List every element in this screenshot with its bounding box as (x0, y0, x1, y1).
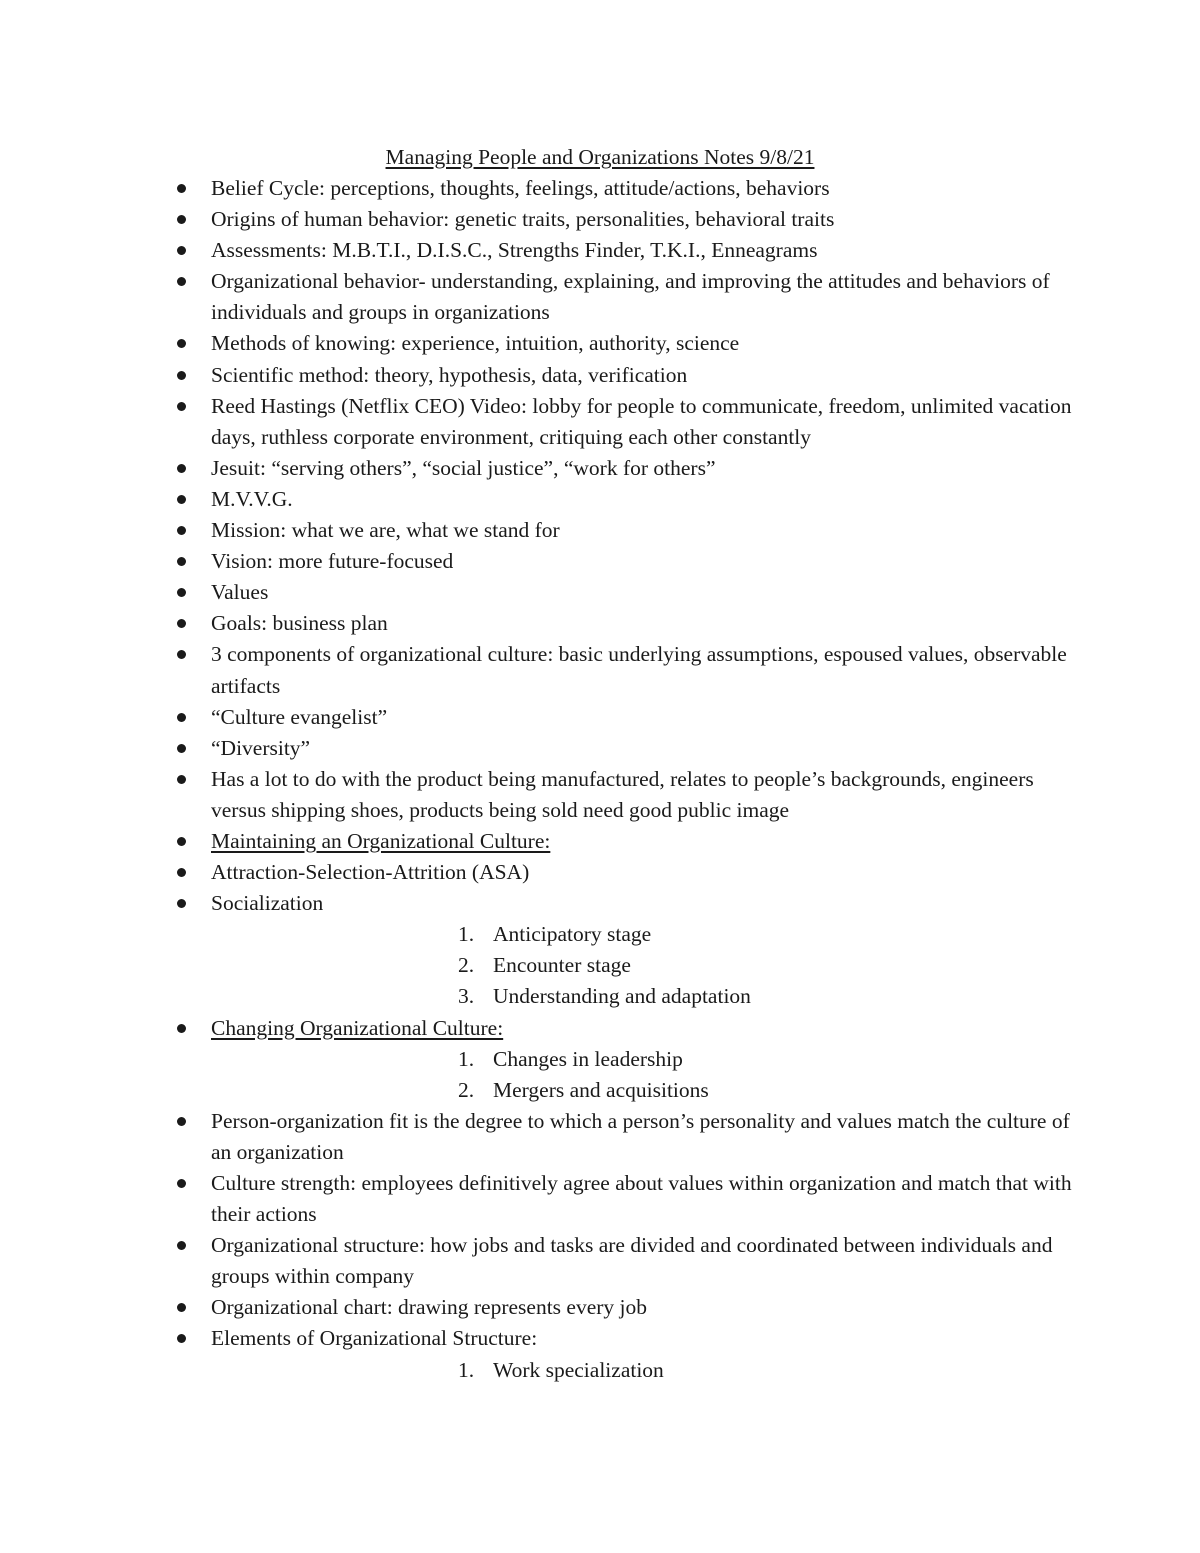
bullet-icon (177, 184, 186, 193)
bullet-icon (177, 619, 186, 628)
bullet-icon (177, 246, 186, 255)
bullet-icon (177, 339, 186, 348)
bullet-icon (177, 713, 186, 722)
bullet-icon (177, 277, 186, 286)
sublist-text: Mergers and acquisitions (493, 1077, 709, 1102)
note-item (0, 360, 1200, 391)
note-text: Person-organization fit is the degree to which a person’s personality and values match the culture of an organization (211, 1108, 1070, 1164)
bullet-icon (177, 1334, 186, 1343)
note-item (0, 764, 1200, 826)
note-text: Elements of Organizational Structure: (211, 1326, 538, 1351)
numbered-sublist (211, 1044, 1080, 1106)
bullet-icon (177, 1179, 186, 1188)
note-text: Values (211, 580, 269, 605)
bullet-icon (177, 744, 186, 753)
note-item (0, 204, 1200, 235)
note-item (0, 515, 1200, 546)
note-item (0, 266, 1200, 328)
note-item (0, 639, 1200, 701)
bullet-icon (177, 775, 186, 784)
sublist-text: Encounter stage (493, 953, 631, 978)
note-text: Methods of knowing: experience, intuition, authority, science (211, 331, 740, 356)
note-text: M.V.V.G. (211, 486, 293, 511)
note-text: Assessments: M.B.T.I., D.I.S.C., Strengths Finder, T.K.I., Enneagrams (211, 238, 818, 263)
sublist-item (211, 950, 1080, 981)
page-title: Managing People and Organizations Notes 9/8/21 (385, 145, 815, 169)
note-text: 3 components of organizational culture: basic underlying assumptions, espoused values, observable artifacts (211, 642, 1067, 698)
sublist-text: Changes in leadership (493, 1046, 683, 1071)
note-item (0, 173, 1200, 204)
sublist-number: 3. (458, 984, 475, 1009)
bullet-icon (177, 868, 186, 877)
bullet-icon (177, 215, 186, 224)
bullet-icon (177, 557, 186, 566)
section-heading: Changing Organizational Culture: (211, 1015, 504, 1040)
numbered-sublist (211, 1355, 1080, 1386)
note-item (0, 857, 1200, 888)
note-text: Goals: business plan (211, 611, 388, 636)
note-item (0, 1230, 1200, 1292)
note-text: Jesuit: “serving others”, “social justice”, “work for others” (211, 455, 716, 480)
note-text: Mission: what we are, what we stand for (211, 518, 560, 543)
notes-list (0, 173, 1200, 1386)
note-item (0, 733, 1200, 764)
note-item (0, 546, 1200, 577)
note-text: “Diversity” (211, 735, 311, 760)
bullet-icon (177, 1303, 186, 1312)
section-heading: Maintaining an Organizational Culture: (211, 828, 551, 853)
bullet-icon (177, 526, 186, 535)
note-item (0, 453, 1200, 484)
note-item (0, 328, 1200, 359)
sublist-item (211, 1355, 1080, 1386)
note-item (0, 235, 1200, 266)
note-item (0, 608, 1200, 639)
bullet-icon (177, 402, 186, 411)
bullet-icon (177, 464, 186, 473)
bullet-icon (177, 588, 186, 597)
note-item (0, 1168, 1200, 1230)
sublist-number: 2. (458, 1077, 475, 1102)
bullet-icon (177, 837, 186, 846)
note-text: Culture strength: employees definitively agree about values within organization and match that with their actions (211, 1171, 1072, 1227)
sublist-item (211, 1075, 1080, 1106)
sublist-item (211, 919, 1080, 950)
note-item (0, 888, 1200, 1012)
sublist-item (211, 1044, 1080, 1075)
note-text: Scientific method: theory, hypothesis, data, verification (211, 362, 688, 387)
note-text: Belief Cycle: perceptions, thoughts, feelings, attitude/actions, behaviors (211, 176, 830, 200)
sublist-number: 1. (458, 1357, 475, 1382)
note-text: Reed Hastings (Netflix CEO) Video: lobby for people to communicate, freedom, unlimited vacation days, ruthless corporate environment, critiquing each other constantly (211, 393, 1072, 449)
sublist-text: Anticipatory stage (493, 922, 652, 947)
bullet-icon (177, 371, 186, 380)
note-text: Organizational behavior- understanding, explaining, and improving the attitudes and behaviors of individuals and groups in organizations (211, 269, 1050, 325)
note-text: Organizational structure: how jobs and tasks are divided and coordinated between individuals and groups within company (211, 1233, 1053, 1289)
bullet-icon (177, 899, 186, 908)
sublist-number: 2. (458, 953, 475, 978)
note-text: Attraction-Selection-Attrition (ASA) (211, 860, 530, 885)
note-text: Socialization (211, 891, 324, 916)
note-item (0, 1013, 1200, 1106)
sublist-text: Understanding and adaptation (493, 984, 751, 1009)
note-item (0, 577, 1200, 608)
note-text: Organizational chart: drawing represents every job (211, 1295, 648, 1320)
bullet-icon (177, 1117, 186, 1126)
numbered-sublist (211, 919, 1080, 1012)
bullet-icon (177, 495, 186, 504)
note-item (0, 826, 1200, 857)
bullet-icon (177, 1241, 186, 1250)
sublist-number: 1. (458, 1046, 475, 1071)
note-item (0, 391, 1200, 453)
note-item (0, 484, 1200, 515)
bullet-icon (177, 650, 186, 659)
note-item (0, 1323, 1200, 1385)
bullet-icon (177, 1024, 186, 1033)
note-item (0, 702, 1200, 733)
sublist-text: Work specialization (493, 1357, 664, 1382)
sublist-item (211, 981, 1080, 1012)
note-text: “Culture evangelist” (211, 704, 388, 729)
note-text: Origins of human behavior: genetic traits, personalities, behavioral traits (211, 207, 835, 232)
note-text: Has a lot to do with the product being manufactured, relates to people’s backgrounds, engineers versus shipping shoes, products being sold need good public image (211, 766, 1034, 822)
note-item (0, 1106, 1200, 1168)
note-text: Vision: more future-focused (211, 549, 454, 574)
note-item (0, 1292, 1200, 1323)
sublist-number: 1. (458, 922, 475, 947)
